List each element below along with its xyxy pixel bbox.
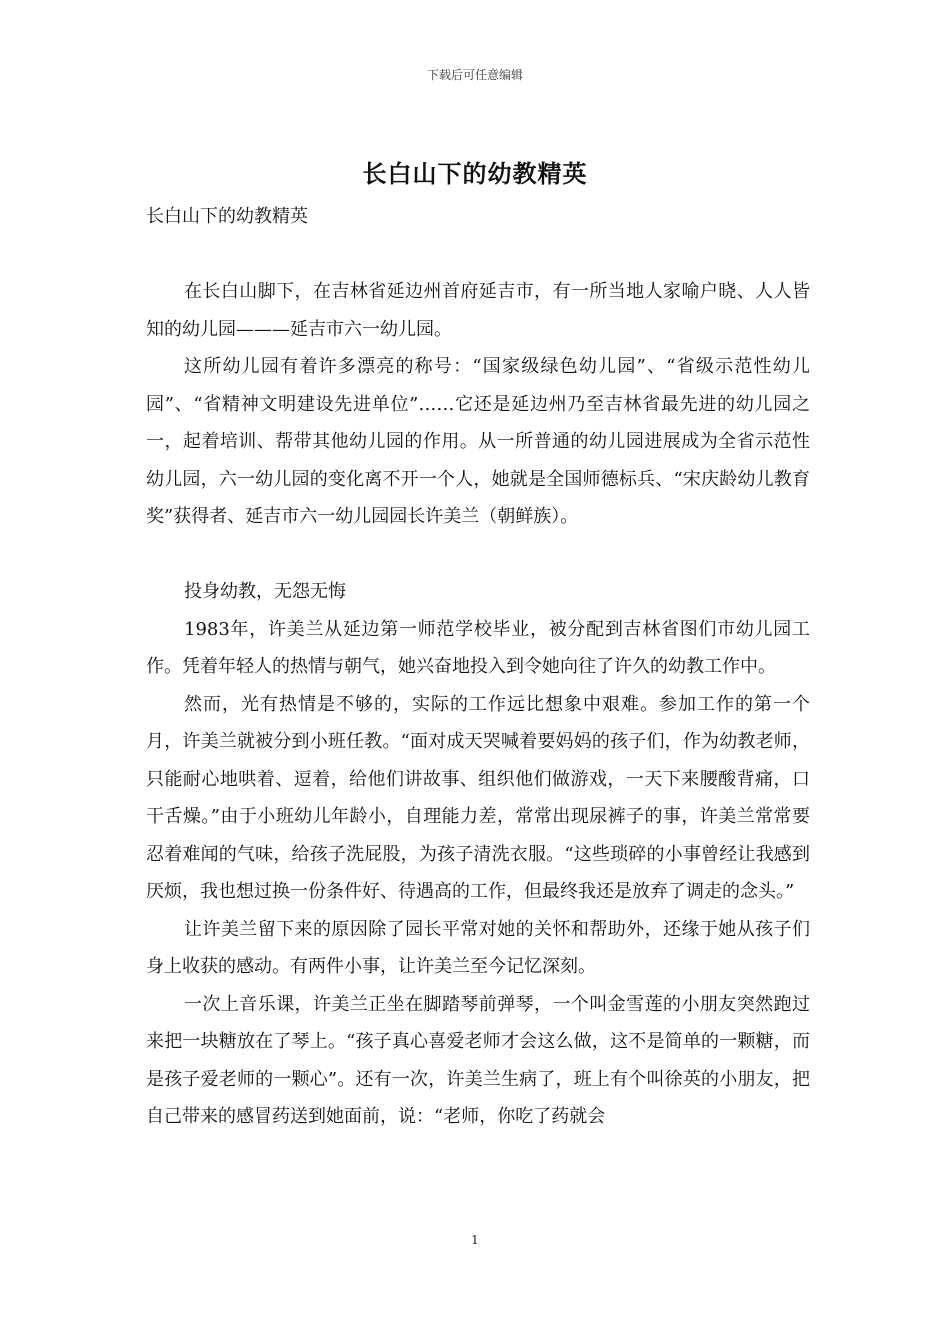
document-body (146, 198, 810, 1136)
section-heading: 投身幼教，无怨无悔 (184, 581, 346, 602)
paragraph-reason: 让许美兰留下来的原因除了园长平常对她的关怀和帮助外，还缘于她从孩子们身上收获的感动。有两件小事，让许美兰至今记忆深刻。 (146, 918, 810, 977)
page-header: 下载后可任意编辑 (426, 68, 523, 82)
paragraph-stories: 一次上音乐课，许美兰正坐在脚踏琴前弹琴，一个叫金雪莲的小朋友突然跑过来把一块糖放在了琴上。“孩子真心喜爱老师才会这么做，这不是简单的一颗糖，而是孩子爱老师的一颗心”。还有一次，许美兰生病了，班上有个叫徐英的小朋友，把自己带来的感冒药送到她面前，说：“老师，你吃了药就会 (146, 993, 810, 1127)
paragraph-intro: 在长白山脚下，在吉林省延边州首府延吉市，有一所当地人家喻户晓、人人皆知的幼儿园———延吉市六一幼儿园。 (146, 281, 810, 340)
paragraph-titles: 这所幼儿园有着许多漂亮的称号：“国家级绿色幼儿园”、“省级示范性幼儿园”、“省精神文明建设先进单位”……它还是延边州乃至吉林省最先进的幼儿园之一，起着培训、帮带其他幼儿园的作用。从一所普通的幼儿园进展成为全省示范性幼儿园，六一幼儿园的变化离不开一个人，她就是全国师德标兵、“宋庆龄幼儿教育奖”获得者、延吉市六一幼儿园园长许美兰（朝鲜族）。 (146, 356, 810, 527)
paragraph-graduation: 1983年，许美兰从延边第一师范学校毕业，被分配到吉林省图们市幼儿园工作。凭着年轻人的热情与朝气，她兴奋地投入到令她向往了许久的幼教工作中。 (146, 618, 810, 677)
blank-line (146, 236, 810, 274)
blank-line (146, 536, 810, 574)
subtitle-line: 长白山下的幼教精英 (146, 206, 308, 227)
paragraph-hardship: 然而，光有热情是不够的，实际的工作远比想象中艰难。参加工作的第一个月，许美兰就被分到小班任教。“面对成天哭喊着要妈妈的孩子们，作为幼教老师，只能耐心地哄着、逗着，给他们讲故事、组织他们做游戏，一天下来腰酸背痛，口干舌燥。”由于小班幼儿年龄小，自理能力差，常常出现尿裤子的事，许美兰常常要忍着难闻的气味，给孩子洗屁股，为孩子清洗衣服。“这些琐碎的小事曾经让我感到厌烦，我也想过换一份条件好、待遇高的工作，但最终我还是放弃了调走的念头。” (146, 693, 810, 902)
page-number: 1 (471, 1233, 479, 1247)
document-title: 长白山下的幼教精英 (362, 159, 588, 188)
